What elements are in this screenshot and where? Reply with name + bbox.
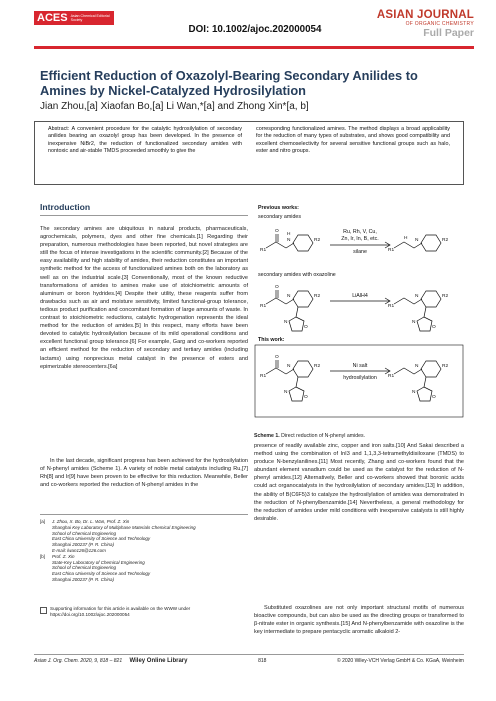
nitrogen-label: N — [284, 390, 288, 395]
catalyst-list-line2: Zn, Ir, In, B, etc. — [341, 236, 379, 242]
affiliation-line: J. Zhou, X. Bo, Dr. L. Wan, Prof. Z. Xin — [52, 519, 130, 524]
affiliation-line: School of Chemical Engineering — [52, 565, 117, 571]
supporting-info-icon — [40, 607, 47, 614]
hydrogen-label: H — [287, 232, 291, 237]
nitrogen-label: N — [287, 294, 291, 299]
scheme-caption-label: Scheme 1. — [254, 433, 280, 439]
intro-paragraph-1: The secondary amines are ubiquitous in natural products, pharmaceuticals, agrochemicals, polymers, dyes and other fine chemicals.[1] Regarding their preparation, numerous methodologies have been reported, but novel strategies are still the focus of intense investigations in the scientific community.[2] Because of the easy availability and high stability of amides, their reduction constitutes an important synthetic method for the access of functionalized amines both on the laboratory as well as on the industrial scale.[3] Conventionally, most of the known reductive transformations of amides to amines make use of stoichiometric amounts of aluminum or boron hydrides.[4] Despite their utility, these reagents suffer from drawbacks such as air and moisture sensitivity, limited functional-group tolerance, tedious product purification and concomitant formation of large amounts of waste. In contrast to stoichiometric reductions, catalytic hydrogenation represents the ideal method for the reduction of amides.[5] In this respect, many efforts have been devoted to catalytic hydrosilylation because of its mild operational conditions and excellent functional group tolerance.[6] For example, Garg and co-workers reported an efficient method for the reduction of secondary and tertiary amides (including lactams) using nonprecious metal catalyst in the presence of esters and epimerizable stereocenters.[6a] — [40, 226, 248, 370]
section-rule — [40, 215, 248, 216]
nitrogen-label: N — [287, 238, 291, 243]
abstract-column-right: corresponding functionalized amines. The method displays a broad applicability for the reduction of many types of substrates, and shows good compatibility and excellent chemoselectivity for several sensitive functional groups such as halo, ester and nitro groups. — [256, 126, 450, 154]
supporting-info — [40, 606, 248, 618]
this-work-box — [255, 345, 463, 417]
silane-label: silane — [353, 249, 367, 255]
oxygen-label: O — [275, 355, 279, 360]
page-number: 818 — [258, 658, 267, 664]
oxygen-label: O — [304, 325, 308, 330]
oxygen-label: O — [275, 229, 279, 234]
affiliation-b — [40, 554, 248, 583]
lialh4-label: LiAlH4 — [352, 293, 368, 299]
r1-label: R1 — [260, 248, 267, 253]
hydrosilylation-label: hydrosilylation — [343, 375, 377, 381]
affiliation-line: School of Chemical Engineering — [52, 530, 117, 536]
journal-name-line1: ASIAN JOURNAL — [376, 9, 474, 21]
page-footer — [34, 658, 464, 664]
affiliation-line: State-Key Laboratory of Chemical Engineering — [52, 559, 145, 565]
affiliations — [40, 519, 248, 583]
scheme-caption — [254, 433, 464, 439]
scheme-caption-text: Direct reduction of N-phenyl amides. — [281, 433, 366, 439]
r1-label: R1 — [388, 374, 395, 379]
affiliation-email[interactable]: E-mail: lwan126@126.com — [52, 547, 106, 553]
reaction-scheme — [254, 203, 464, 429]
journal-name-line2: OF ORGANIC CHEMISTRY — [405, 21, 474, 27]
wiley-online-library[interactable]: Wiley Online Library — [129, 658, 188, 664]
footer-rule — [34, 654, 464, 655]
intro-paragraph-4: Substituted oxazolines are not only important structural motifs of numerous bioactive compounds, but can also be used as the directing groups or transformed to β-nitrate ester in organic synthesis.[15] And N-phenylbenzamide with oxazoline is the key intermediate to prepare pentacyclic aromatic alkaloid 2- — [254, 605, 464, 636]
affiliation-key: [a] — [40, 519, 46, 524]
r2-label: R2 — [314, 294, 321, 299]
r2-label: R2 — [442, 364, 449, 369]
affiliation-a — [40, 519, 248, 554]
footer-left — [34, 658, 187, 664]
affiliation-line: Prof. Z. Xin — [52, 553, 75, 559]
doi[interactable]: DOI: 10.1002/ajoc.202000054 — [188, 24, 322, 35]
abstract-column-left: Abstract: A convenient procedure for the catalytic hydrosilylation of secondary anilides bearing an oxazolyl group has been developed. In the presence of inexpensive NiBr2, the reduction of functionalized secondary amides with nontoxic and air-stable TMDS proceeded smoothly to give the — [48, 126, 242, 154]
nitrogen-label: N — [412, 320, 416, 325]
oxygen-label: O — [275, 285, 279, 290]
affiliation-rule — [40, 514, 248, 515]
nitrogen-label: N — [415, 238, 419, 243]
oxygen-label: O — [432, 325, 436, 330]
affiliation-line: Shanghai 200237 (P. R. China) — [52, 542, 114, 548]
oxazoline-amides-label: secondary amides with oxazoline — [258, 272, 336, 278]
r1-label: R1 — [260, 304, 267, 309]
ni-salt-label: Ni salt — [352, 363, 368, 369]
supporting-info-text[interactable]: Supporting information for this article is available on the WWW under https://doi.org/10.1002/ajoc.202000054 — [50, 606, 191, 617]
publisher-logo — [34, 11, 114, 25]
previous-works-label: Previous works: — [258, 205, 299, 211]
header-rule — [34, 46, 474, 49]
affiliation-line: East China University of Science and Technology — [52, 571, 151, 577]
affiliation-line: Shanghai 200237 (P. R. China) — [52, 576, 114, 582]
r2-label: R2 — [442, 294, 449, 299]
affiliation-line: East China University of Science and Technology — [52, 536, 151, 542]
r2-label: R2 — [314, 238, 321, 243]
nitrogen-label: N — [412, 390, 416, 395]
r2-label: R2 — [442, 238, 449, 243]
r2-label: R2 — [314, 364, 321, 369]
r1-label: R1 — [260, 374, 267, 379]
secondary-amides-label: secondary amides — [258, 214, 301, 220]
nitrogen-label: N — [415, 364, 419, 369]
catalyst-list-line1: Ru, Rh, V, Cu, — [343, 229, 377, 235]
author-list: Jian Zhou,[a] Xiaofan Bo,[a] Li Wan,*[a] and Zhong Xin*[a, b] — [40, 101, 309, 112]
journal-logo — [377, 9, 474, 39]
r1-label: R1 — [388, 304, 395, 309]
nitrogen-label: N — [287, 364, 291, 369]
intro-paragraph-2: In the last decade, significant progress has been achieved for the hydrosilylation of N-phenyl amides (Scheme 1). A variety of noble metal catalysts including Ru,[7] Rh[8] and Ir[9] have been proven to be effective for this reduction. Meanwhile, Beller and co-workers reported the reduction of N-phenyl amides in the — [40, 458, 248, 489]
this-work-label: This work: — [258, 337, 285, 343]
intro-paragraph-3: presence of readily available zinc, copper and iron salts.[10] And Sakai described a method using the combination of InI3 and 1,1,3,3-tetramethyldisiloxane (TMDS) to produce N-benzylanilines.[11] Most recently, Zhang and co-workers found that the abundant element vanadium could be used as the catalyst for the reduction of N-phenyl amides.[12] Alternatively, Beller and co-workers showed that boronic acids could act organocatalysts in the hydrosilylation of secondary amides.[13] In addition, the ability of B(C6F5)3 to catalyze the hydrosilylation of amides was demonstrated in the reduction of N-phenylbenzamide.[14] Nevertheless, a general methodology for the reduction of amides under mild conditions with inexpensive catalysts is still highly desirable. — [254, 443, 464, 522]
oxygen-label: O — [432, 395, 436, 400]
nitrogen-label: N — [284, 320, 288, 325]
oxygen-label: O — [304, 395, 308, 400]
r1-label: R1 — [388, 248, 395, 253]
hydrogen-label: H — [404, 236, 408, 241]
affiliation-line: Shanghai Key Laboratory of Multiphase Materials Chemical Engineering — [52, 524, 196, 530]
footer-copyright: © 2020 Wiley-VCH Verlag GmbH & Co. KGaA, Weinheim — [337, 658, 464, 664]
paper-title: Efficient Reduction of Oxazolyl-Bearing Secondary Anilides to Amines by Nickel-Catalyzed Hydrosilylation — [40, 68, 418, 98]
footer-citation: Asian J. Org. Chem. 2020, 9, 818 – 821 — [34, 658, 123, 664]
abstract-box — [34, 121, 464, 185]
article-type: Full Paper — [423, 27, 474, 39]
nitrogen-label: N — [415, 294, 419, 299]
section-heading-introduction: Introduction — [40, 202, 91, 212]
publisher-logo-subtitle: Asian Chemical Editorial Society — [70, 14, 110, 22]
affiliation-key: [b] — [40, 553, 46, 559]
publisher-logo-text: ACES — [37, 12, 68, 24]
